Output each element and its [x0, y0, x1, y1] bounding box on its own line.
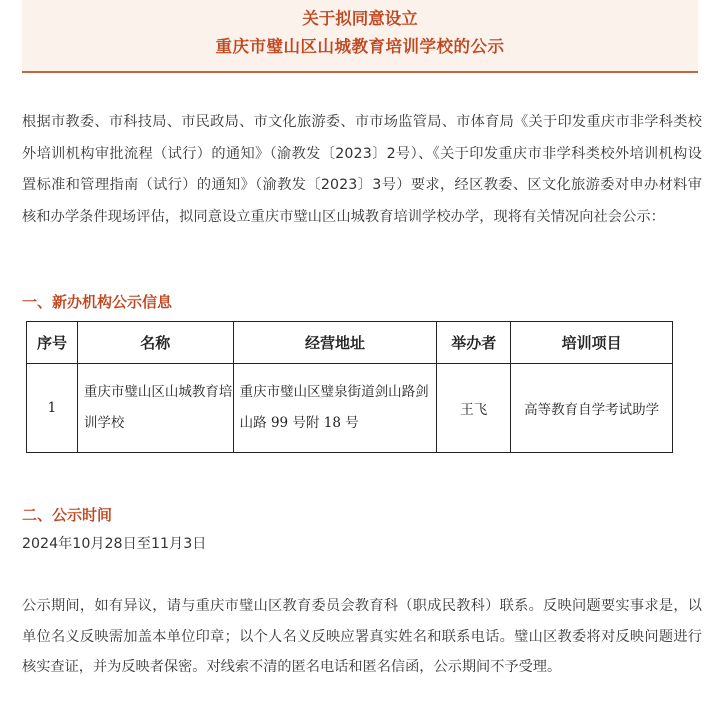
- cell-organizer: 王飞: [437, 364, 511, 453]
- column-header-index: 序号: [27, 322, 78, 364]
- column-header-address: 经营地址: [233, 322, 437, 364]
- institution-table: [26, 321, 673, 453]
- cell-program: 高等教育自学考试助学: [511, 364, 673, 453]
- section-heading-notice-period: 二、公示时间: [22, 506, 113, 524]
- table-header-row: [27, 322, 673, 364]
- column-header-name: 名称: [77, 322, 233, 364]
- cell-address: 重庆市璧山区璧泉街道剑山路剑山路 99 号附 18 号: [233, 364, 437, 453]
- page-title-line2: 重庆市璧山区山城教育培训学校的公示: [215, 37, 505, 56]
- table-row: [27, 364, 673, 453]
- column-header-program: 培训项目: [511, 322, 673, 364]
- objection-notice-paragraph: 公示期间，如有异议，请与重庆市璧山区教育委员会教育科（职成民教科）联系。反映问题要实事求是，以单位名义反映需加盖本单位印章；以个人名义反映应署真实姓名和联系电话。璧山区教委将对反映问题进行核实查证，并为反映者保密。对线索不清的匿名电话和匿名信函，公示期间不予受理。: [22, 598, 702, 675]
- column-header-organizer: 举办者: [437, 322, 511, 364]
- page-title-line1: 关于拟同意设立: [302, 9, 418, 28]
- intro-paragraph: 根据市教委、市科技局、市民政局、市文化旅游委、市市场监管局、市体育局《关于印发重庆市非学科类校外培训机构审批流程（试行）的通知》（渝教发〔2023〕2号）、《关于印发重庆市非学科类校外培训机构设置标准和管理指南（试行）的通知》（渝教发〔2023〕3号）要求，经区教委、区文化旅游委对申办材料审核和办学条件现场评估，拟同意设立重庆市璧山区山城教育培训学校办学，现将有关情况向社会公示：: [22, 114, 702, 225]
- cell-index: 1: [27, 364, 78, 453]
- cell-name: 重庆市璧山区山城教育培训学校: [77, 364, 233, 453]
- notice-period-date: 2024年10月28日至11月3日: [22, 536, 207, 552]
- title-banner: [22, 0, 698, 73]
- section-heading-institution-info: 一、新办机构公示信息: [22, 293, 173, 311]
